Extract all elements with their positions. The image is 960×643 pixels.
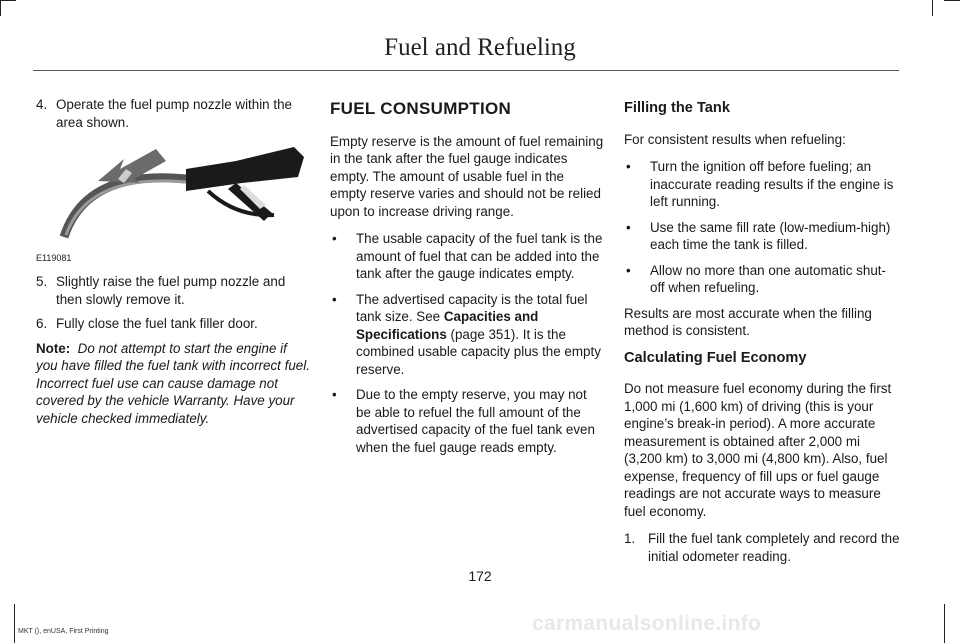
step-4 <box>36 96 310 131</box>
step-text: Fill the fuel tank completely and record the initial odometer reading. <box>648 531 900 564</box>
bullet-symbol: • <box>332 387 337 402</box>
bullet-text-a: The advertised capacity is the total fuel tank size. See <box>356 291 588 324</box>
footer-print-info: MKT (), enUSA, First Printing <box>18 628 109 635</box>
step-6 <box>36 315 310 333</box>
bullet-item <box>624 219 900 254</box>
bullet-text <box>356 291 604 379</box>
bullet-text-b: (page 351). It is the combined usable capacity plus the empty reserve. <box>356 326 601 377</box>
bullet-symbol: • <box>626 219 631 235</box>
header-rule <box>33 70 899 71</box>
bullet-text: The usable capacity of the fuel tank is the amount of fuel that can be added into the tank after the gauge indicates empty. <box>356 231 603 281</box>
step-number: 1. <box>624 531 636 546</box>
step-1 <box>624 530 900 565</box>
middle-column <box>330 96 604 464</box>
step-number: 4. <box>36 97 48 112</box>
bullet-text: Due to the empty reserve, you may not be able to refuel the full amount of the advertised capacity of the fuel tank even when the fuel gauge reads empty. <box>356 387 595 455</box>
page-title: Fuel and Refueling <box>384 34 576 61</box>
fuel-nozzle-icon <box>36 139 314 251</box>
step-text: Fully close the fuel tank filler door. <box>56 316 258 331</box>
bullet-symbol: • <box>332 291 337 307</box>
bullet-item <box>330 386 604 456</box>
intro-paragraph: Empty reserve is the amount of fuel remaining in the tank after the fuel gauge indicates empty. The amount of usable fuel in the empty reserve varies and should not be relied upon to increase driving range. <box>330 133 604 219</box>
subsection-heading: Filling the Tank <box>624 100 730 116</box>
step-number: 6. <box>36 316 48 331</box>
bullet-text: Allow no more than one automatic shut-off when refueling. <box>650 262 886 295</box>
bullet-text: Use the same fill rate (low-medium-high) each time the tank is filled. <box>650 219 891 252</box>
crop-mark <box>932 0 933 16</box>
bullet-item <box>330 291 604 379</box>
step-text: Operate the fuel pump nozzle within the area shown. <box>56 97 292 130</box>
right-column <box>624 96 900 572</box>
bullet-item <box>624 158 900 211</box>
section-heading: FUEL CONSUMPTION <box>330 99 512 118</box>
step-number: 5. <box>36 274 48 289</box>
bullet-item <box>330 230 604 283</box>
intro-paragraph: For consistent results when refueling: <box>624 131 846 147</box>
fuel-nozzle-illustration <box>36 139 314 267</box>
crop-mark <box>0 0 16 1</box>
crop-mark <box>14 604 15 643</box>
page-number: 172 <box>468 568 492 584</box>
step-5 <box>36 273 310 308</box>
cross-reference-link[interactable]: Capacities and Specifications <box>356 309 539 342</box>
note-text: Do not attempt to start the engine if you have filled the fuel tank with incorrect fuel. Incorrect fuel use can cause damage not covered by the vehicle Warranty. Have your vehicle checked immediately. <box>36 340 310 426</box>
note <box>36 340 310 428</box>
crop-mark <box>944 604 945 643</box>
subsection-heading: Calculating Fuel Economy <box>624 349 807 366</box>
bullet-item <box>624 262 900 297</box>
watermark: carmanualsonline.info <box>532 612 762 635</box>
step-text: Slightly raise the fuel pump nozzle and then slowly remove it. <box>56 274 286 307</box>
bullet-symbol: • <box>626 262 631 278</box>
fuel-economy-paragraph: Do not measure fuel economy during the first 1,000 mi (1,600 km) of driving (this is your engine’s break-in period). A more accurate measurement is obtained after 2,000 mi (3,200 km) to 3,000 mi (4,800 km). Also, fuel expense, frequency of fill ups or fuel gauge readings are not accurate ways to measure fuel economy. <box>624 381 892 519</box>
results-paragraph: Results are most accurate when the filling method is consistent. <box>624 305 872 338</box>
crop-mark <box>0 0 1 16</box>
bullet-symbol: • <box>626 159 631 174</box>
note-label: Note: <box>36 340 71 356</box>
left-column <box>36 96 310 437</box>
figure-code: E119081 <box>36 252 72 263</box>
bullet-text: Turn the ignition off before fueling; an inaccurate reading results if the engine is left running. <box>650 159 894 209</box>
bullet-symbol: • <box>332 231 337 246</box>
crop-mark <box>944 0 960 1</box>
